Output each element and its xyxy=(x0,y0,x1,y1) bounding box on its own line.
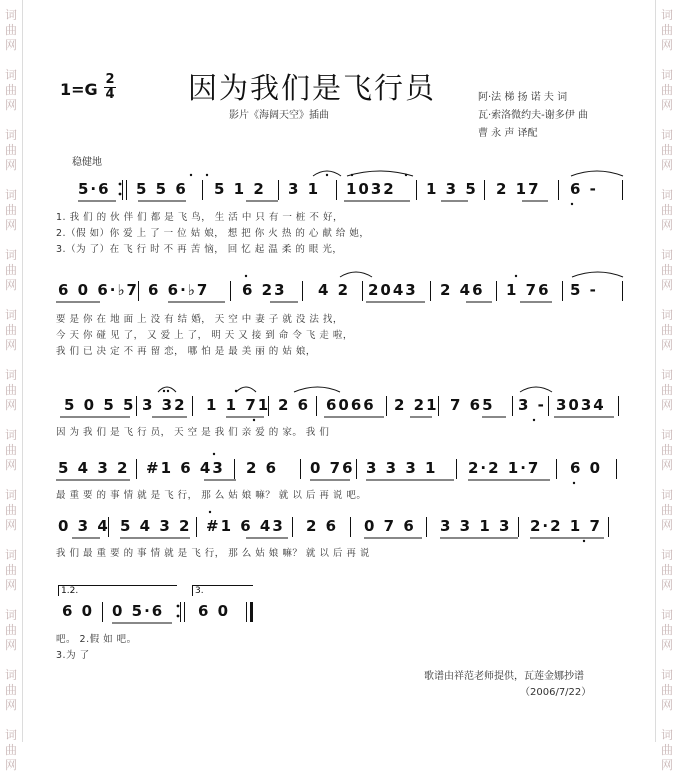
time-signature-bottom: 4 xyxy=(105,87,115,102)
watermark-text: 词 曲 网 xyxy=(660,188,673,232)
watermark-text: 词 曲 网 xyxy=(660,8,673,52)
left-margin-rule xyxy=(22,0,23,742)
measure: 5 4 3 2 xyxy=(58,459,130,477)
watermark-text: 词 曲 网 xyxy=(4,68,17,112)
measure: 3 3 1 3 xyxy=(440,517,512,535)
footer-credit: 歌谱由祥范老师提供，瓦莲金娜抄谱 xyxy=(424,671,584,682)
watermark-text: 词 曲 网 xyxy=(660,548,673,592)
key-signature: 1=G xyxy=(60,80,98,99)
lyric-line: 3.为 了 xyxy=(56,650,90,661)
lyric-line: 今 天 你 碰 见 了， 又 爱 上 了， 明 天 又 接 到 命 令 飞 走 啦， xyxy=(56,330,353,341)
measure: 1 76 xyxy=(506,281,551,299)
time-signature-top: 2 xyxy=(105,72,115,87)
lyric-line: 吧。 2.假 如 吧。 xyxy=(56,634,137,645)
measure: 4 2 xyxy=(318,281,351,299)
measure: 1 1 71 xyxy=(206,396,271,414)
right-margin-rule xyxy=(655,0,656,742)
measure: 6 0 xyxy=(570,459,603,477)
measure: 6 23 xyxy=(242,281,287,299)
watermark-text: 词 曲 网 xyxy=(4,728,17,772)
watermark-text: 词 曲 网 xyxy=(4,488,17,532)
measure: 2 21 xyxy=(394,396,439,414)
measure: 2·2 1·7 xyxy=(468,459,541,477)
watermark-text: 词 曲 网 xyxy=(4,188,17,232)
volta-first-ending: 1.2. xyxy=(58,585,177,596)
measure: 6 0 6·♭7 xyxy=(58,281,139,299)
lyric-line: 最 重 要 的 事 情 就 是 飞 行， 那 么 姑 娘 嘛？ 就 以 后 再 说 吧。 xyxy=(56,490,367,501)
slur xyxy=(572,272,623,277)
watermark-text: 词 曲 网 xyxy=(4,668,17,712)
measure: 7 65 xyxy=(450,396,495,414)
measure: 2·2 1 7 xyxy=(530,517,602,535)
watermark-text: 词 曲 网 xyxy=(660,368,673,412)
measure: 1032 xyxy=(346,180,396,198)
left-watermark-strip xyxy=(0,0,22,772)
right-watermark-strip xyxy=(656,0,678,772)
measure: 6 6·♭7 xyxy=(148,281,210,299)
measure: 5·6 xyxy=(78,180,111,198)
watermark-text: 词 曲 网 xyxy=(660,128,673,172)
slur xyxy=(236,387,256,392)
measure: 5 5 6 xyxy=(136,180,188,198)
watermark-text: 词 曲 网 xyxy=(660,248,673,292)
credit-translator: 曹 永 声 译配 xyxy=(478,128,538,139)
slur xyxy=(313,171,341,176)
measure: 5 1 2 xyxy=(214,180,266,198)
measure: 6066 xyxy=(326,396,376,414)
watermark-text: 词 曲 网 xyxy=(660,68,673,112)
watermark-text: 词 曲 网 xyxy=(4,248,17,292)
slur xyxy=(294,387,340,392)
watermark-text: 词 曲 网 xyxy=(4,608,17,652)
lyric-line: 我 们 最 重 要 的 事 情 就 是 飞 行， 那 么 姑 娘 嘛？ 就 以 后 再 说 xyxy=(56,548,370,559)
time-signature xyxy=(104,74,116,101)
lyric-line: 要 是 你 在 地 面 上 没 有 结 婚， 天 空 中 妻 子 就 没 法 找， xyxy=(56,314,343,325)
notation-line xyxy=(56,180,634,200)
slur xyxy=(347,171,413,176)
lyric-line: 3.（为 了）在 飞 行 时 不 再 苦 恼， 回 忆 起 温 柔 的 眼 光， xyxy=(56,244,343,255)
measure: 2 6 xyxy=(306,517,339,535)
lyric-line: 1. 我 们 的 伙 伴 们 都 是 飞 鸟， 生 活 中 只 有 一 桩 不 好， xyxy=(56,212,343,223)
watermark-text: 词 曲 网 xyxy=(660,488,673,532)
measure: 2 17 xyxy=(496,180,541,198)
slur xyxy=(158,387,176,392)
lyric-line: 2.（假 如）你 爱 上 了 一 位 姑 娘， 想 把 你 火 热 的 心 献 给 她， xyxy=(56,228,370,239)
measure: 5 - xyxy=(570,281,598,299)
watermark-text: 词 曲 网 xyxy=(660,428,673,472)
measure: 2043 xyxy=(368,281,418,299)
measure: 6 0 xyxy=(62,602,95,620)
measure: 0 7 6 xyxy=(364,517,416,535)
measure: 3 1 xyxy=(288,180,321,198)
credit-lyricist: 阿·法 梯 扬 诺 夫 词 xyxy=(478,92,568,103)
footer-date: （2006/7/22） xyxy=(520,687,592,698)
watermark-text: 词 曲 网 xyxy=(4,368,17,412)
measure: 1 3 5 xyxy=(426,180,478,198)
measure: 3 3 3 1 xyxy=(366,459,438,477)
measure: 2 6 xyxy=(246,459,279,477)
notation-line xyxy=(56,459,634,479)
notation-line xyxy=(56,602,634,622)
watermark-text: 词 曲 网 xyxy=(660,308,673,352)
measure: 3 32 xyxy=(142,396,187,414)
measure: 6 - xyxy=(570,180,598,198)
volta-second-ending: 3. xyxy=(192,585,253,596)
watermark-text: 词 曲 网 xyxy=(660,728,673,772)
watermark-text: 词 曲 网 xyxy=(660,668,673,712)
slur xyxy=(520,387,552,392)
measure: 0 5·6 xyxy=(112,602,165,620)
measure: 6 0 xyxy=(198,602,231,620)
lyric-line: 因 为 我 们 是 飞 行 员， 天 空 是 我 们 亲 爱 的 家。 我 们 xyxy=(56,427,330,438)
watermark-text: 词 曲 网 xyxy=(4,548,17,592)
measure: 0 76 xyxy=(310,459,355,477)
notation-line xyxy=(56,517,634,537)
notation-line xyxy=(56,281,634,301)
slur xyxy=(340,272,372,277)
measure: 3 - xyxy=(518,396,546,414)
song-title: 因为我们是飞行员 xyxy=(188,71,437,105)
measure: 2 6 xyxy=(278,396,311,414)
measure: 2 46 xyxy=(440,281,485,299)
measure: #1 6 43 xyxy=(146,459,225,477)
lyric-line: 我 们 已 决 定 不 再 留 恋， 哪 怕 是 最 美 丽 的 姑 娘， xyxy=(56,346,316,357)
song-subtitle: 影片《海阔天空》插曲 xyxy=(229,110,329,121)
slur xyxy=(571,171,623,176)
tempo-marking: 稳健地 xyxy=(72,157,102,168)
watermark-text: 词 曲 网 xyxy=(4,428,17,472)
notation-line xyxy=(56,396,634,416)
credit-composer: 瓦·索洛微约夫-谢多伊 曲 xyxy=(478,110,588,121)
measure: 0 3 4 xyxy=(58,517,110,535)
measure: 5 4 3 2 xyxy=(120,517,192,535)
watermark-text: 词 曲 网 xyxy=(4,308,17,352)
watermark-text: 词 曲 网 xyxy=(660,608,673,652)
measure: 3034 xyxy=(556,396,606,414)
watermark-text: 词 曲 网 xyxy=(4,128,17,172)
measure: #1 6 43 xyxy=(206,517,285,535)
measure: 5 0 5 5 xyxy=(64,396,136,414)
watermark-text: 词 曲 网 xyxy=(4,8,17,52)
